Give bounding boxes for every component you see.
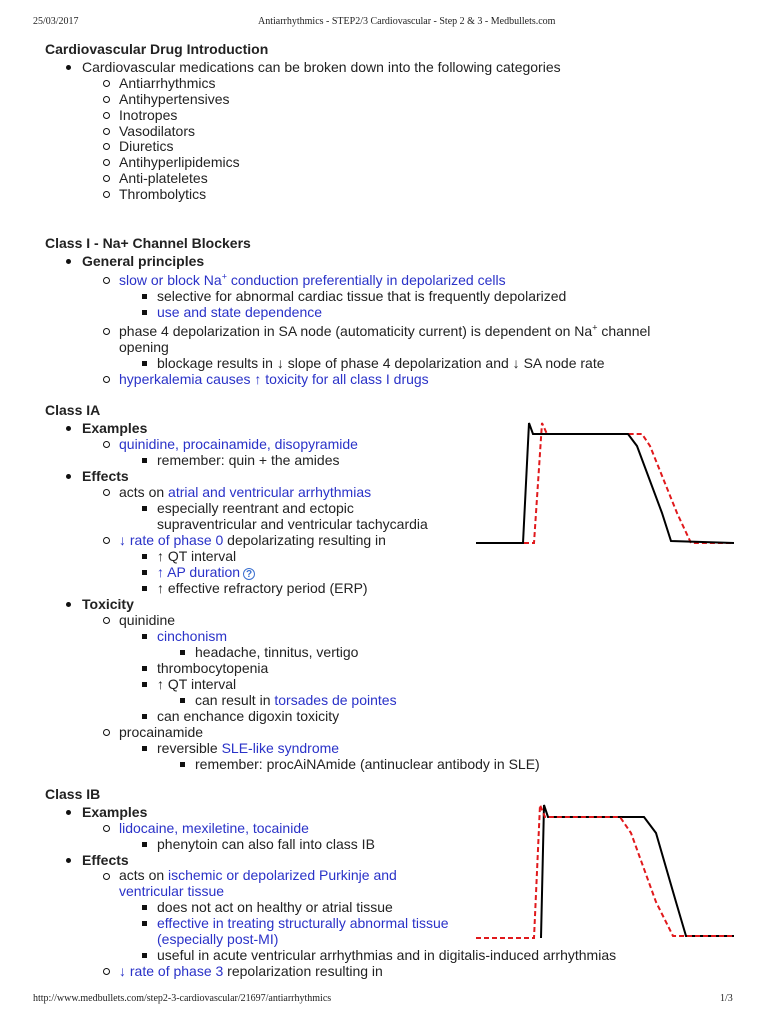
drug-action-potential-curve <box>476 805 734 938</box>
quinidine-text: quinidine <box>119 612 176 628</box>
bullet-disc <box>66 602 71 607</box>
category-item: Antihypertensives <box>119 91 230 107</box>
phase4-text-cont: opening <box>119 339 169 355</box>
purkinje-link-cont[interactable]: ventricular tissue <box>119 883 225 899</box>
bullet-circle <box>103 328 110 335</box>
bullet-circle <box>103 537 110 544</box>
acts-on-text: acts on ischemic or depolarized Purkinje and <box>119 867 397 883</box>
category-item: Antiarrhythmics <box>119 75 216 91</box>
bullet-disc <box>66 65 71 70</box>
bullet-circle <box>103 191 110 198</box>
bullet-square <box>142 361 147 366</box>
bullet-circle <box>103 159 110 166</box>
bullet-square <box>180 650 185 655</box>
purkinje-link[interactable]: ischemic or depolarized Purkinje and <box>168 867 397 883</box>
mnemonic-text: remember: quin + the amides <box>157 452 340 468</box>
normal-action-potential-curve <box>476 423 734 543</box>
bullet-square <box>142 842 147 847</box>
category-item: Anti-plateletes <box>119 170 208 186</box>
bullet-circle <box>103 729 110 736</box>
digoxin-text: can enchance digoxin toxicity <box>157 708 340 724</box>
qt-text: ↑ QT interval <box>157 548 237 564</box>
torsades-text: can result in torsades de pointes <box>195 692 397 708</box>
phase3-link[interactable]: ↓ rate of phase 3 <box>119 963 224 979</box>
bullet-square <box>142 634 147 639</box>
class1b-heading: Class IB <box>45 786 101 802</box>
blockage-text: blockage results in ↓ slope of phase 4 depolarization and ↓ SA node rate <box>157 355 605 371</box>
arrhythmias-link[interactable]: atrial and ventricular arrhythmias <box>168 484 372 500</box>
bullet-disc <box>66 858 71 863</box>
bullet-square <box>180 698 185 703</box>
procainamide-text: procainamide <box>119 724 204 740</box>
selective-text: selective for abnormal cardiac tissue that is frequently depolarized <box>157 288 567 304</box>
bullet-circle <box>103 277 110 284</box>
reentrant-text-cont: supraventricular and ventricular tachycardia <box>157 516 428 532</box>
na-conduction-link[interactable]: slow or block Na+ conduction preferentially in depolarized cells <box>119 271 506 288</box>
bullet-circle <box>103 825 110 832</box>
category-item: Thrombolytics <box>119 186 207 202</box>
class1a-action-potential-diagram <box>476 418 734 550</box>
phase4-text: phase 4 depolarization in SA node (automaticity current) is dependent on Na+ channel <box>119 322 651 339</box>
print-url[interactable]: http://www.medbullets.com/step2-3-cardiovascular/21697/antiarrhythmics <box>33 993 332 1004</box>
bullet-disc <box>66 474 71 479</box>
useful-text: useful in acute ventricular arrhythmias and in digitalis-induced arrhythmias <box>157 947 617 963</box>
sle-mnemonic: remember: procAiNAmide (antinuclear antibody in SLE) <box>195 756 540 772</box>
bullet-circle <box>103 80 110 87</box>
structural-link-cont[interactable]: (especially post-MI) <box>157 931 279 947</box>
erp-text: ↑ effective refractory period (ERP) <box>157 580 368 596</box>
effects-label: Effects <box>82 468 129 484</box>
thrombocytopenia-text: thrombocytopenia <box>157 660 269 676</box>
intro-lead: Cardiovascular medications can be broken down into the following categories <box>82 59 561 75</box>
bullet-circle <box>103 112 110 119</box>
bullet-square <box>142 682 147 687</box>
bullet-circle <box>103 873 110 880</box>
bullet-circle <box>103 376 110 383</box>
bullet-circle <box>103 128 110 135</box>
toxicity-label: Toxicity <box>82 596 134 612</box>
torsades-link[interactable]: torsades de pointes <box>274 692 397 708</box>
bullet-circle <box>103 441 110 448</box>
class1a-drugs-link[interactable]: quinidine, procainamide, disopyramide <box>119 436 358 452</box>
class1a-heading: Class IA <box>45 402 101 418</box>
effects-label: Effects <box>82 852 129 868</box>
cinchonism-symptoms: headache, tinnitus, vertigo <box>195 644 359 660</box>
category-item: Diuretics <box>119 138 174 154</box>
bullet-circle <box>103 617 110 624</box>
bullet-circle <box>103 143 110 150</box>
qt-text: ↑ QT interval <box>157 676 237 692</box>
category-item: Antihyperlipidemics <box>119 154 240 170</box>
bullet-square <box>142 586 147 591</box>
phase3-text: ↓ rate of phase 3 repolarization resulting in <box>119 963 383 979</box>
use-state-link[interactable]: use and state dependence <box>157 304 323 320</box>
bullet-square <box>142 506 147 511</box>
bullet-square <box>142 294 147 299</box>
sle-text: reversible SLE-like syndrome <box>157 740 340 756</box>
class1b-action-potential-diagram <box>476 800 734 942</box>
bullet-circle <box>103 175 110 182</box>
bullet-square <box>142 554 147 559</box>
print-date: 25/03/2017 <box>33 16 79 27</box>
intro-heading: Cardiovascular Drug Introduction <box>45 41 269 57</box>
hyperkalemia-link[interactable]: hyperkalemia causes ↑ toxicity for all class I drugs <box>119 371 429 387</box>
bullet-square <box>142 905 147 910</box>
bullet-square <box>180 762 185 767</box>
bullet-square <box>142 310 147 315</box>
page-number: 1/3 <box>720 993 733 1004</box>
question-circle-icon[interactable]: ? <box>243 568 255 580</box>
bullet-square <box>142 570 147 575</box>
bullet-circle <box>103 489 110 496</box>
phase0-text: ↓ rate of phase 0 depolarizating resulting in <box>119 532 386 548</box>
cinchonism-link[interactable]: cinchonism <box>157 628 228 644</box>
phenytoin-text: phenytoin can also fall into class IB <box>157 836 375 852</box>
bullet-disc <box>66 810 71 815</box>
bullet-disc <box>66 259 71 264</box>
category-item: Inotropes <box>119 107 178 123</box>
examples-label: Examples <box>82 420 148 436</box>
reentrant-text: especially reentrant and ectopic <box>157 500 354 516</box>
bullet-square <box>142 714 147 719</box>
bullet-square <box>142 666 147 671</box>
class1b-drugs-link[interactable]: lidocaine, mexiletine, tocainide <box>119 820 309 836</box>
bullet-square <box>142 746 147 751</box>
bullet-circle <box>103 96 110 103</box>
acts-on-text: acts on atrial and ventricular arrhythmias <box>119 484 372 500</box>
category-item: Vasodilators <box>119 123 196 139</box>
drug-action-potential-curve <box>476 423 734 543</box>
structural-link[interactable]: effective in treating structurally abnormal tissue <box>157 915 449 931</box>
bullet-square <box>142 953 147 958</box>
bullet-square <box>142 921 147 926</box>
print-title: Antiarrhythmics - STEP2/3 Cardiovascular - Step 2 & 3 - Medbullets.com <box>258 16 556 27</box>
bullet-circle <box>103 968 110 975</box>
phase0-link[interactable]: ↓ rate of phase 0 <box>119 532 224 548</box>
ap-duration-row <box>157 564 255 580</box>
bullet-disc <box>66 426 71 431</box>
not-atrial-text: does not act on healthy or atrial tissue <box>157 899 393 915</box>
ap-duration-link[interactable]: ↑ AP duration <box>157 564 241 580</box>
bullet-square <box>142 458 147 463</box>
class1-heading: Class I - Na+ Channel Blockers <box>45 235 251 251</box>
sle-link[interactable]: SLE-like syndrome <box>221 740 340 756</box>
normal-action-potential-curve <box>541 805 734 938</box>
examples-label: Examples <box>82 804 148 820</box>
general-principles-label: General principles <box>82 253 205 269</box>
